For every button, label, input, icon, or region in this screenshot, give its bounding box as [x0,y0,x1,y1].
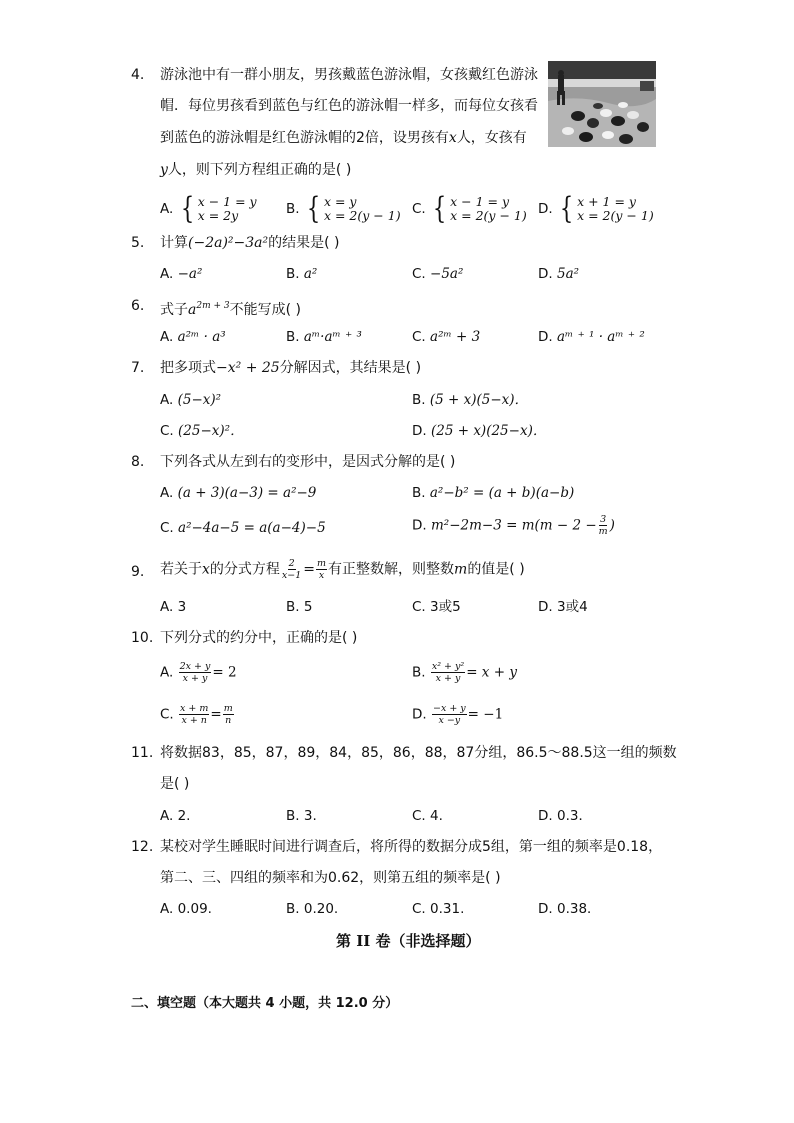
q8-a-text: (a + 3)(a−3) = a²−9 [177,485,317,501]
q6-stem [160,296,301,320]
q7-b-label: B. [412,392,426,408]
q10-c-den: x + n [181,715,207,726]
q4-option-a[interactable]: A. { x − 1 = y x = 2y [160,191,257,226]
q4-option-a-label: A. [160,201,174,217]
q10-stem: 下列分式的约分中，正确的是( ) [160,630,358,646]
q11-d-label: D. [538,808,553,824]
q6-a-label: A. [160,329,174,345]
q10-option-d[interactable] [412,703,503,726]
q4-var-x: x [448,130,457,146]
q11-line2: 是( ) [160,776,190,792]
q7-pre: 把多项式 [160,360,216,376]
q8-stem: 下列各式从左到右的变形中，是因式分解的是( ) [160,454,456,470]
q4-option-c-label: C. [412,201,426,217]
q9-option-a[interactable] [160,597,186,617]
q12-number: 12. [131,839,154,855]
q4-line4-b: 人，则下列方程组正确的是( ) [167,162,352,178]
q10-c-num: x + m [180,703,209,714]
q6-pre: 式子 [160,302,188,318]
q10-c-rnum: m [223,703,233,714]
q12-d-label: D. [538,901,553,917]
q6-d-text: aᵐ ⁺ ¹ · aᵐ ⁺ ² [556,329,645,345]
q4-option-d-label: D. [538,201,553,217]
q7-d-label: D. [412,423,427,439]
q8-d-close: ) [609,517,615,534]
swimming-pool-image [548,61,656,147]
q10-option-b[interactable] [412,661,517,684]
q11-option-c[interactable] [412,806,443,826]
q12-a-text: 0.09. [177,901,212,917]
q9-frac1-den: x−1 [281,570,302,581]
q4-line3-b: 人，女孩有 [456,130,527,146]
q7-number: 7. [131,360,145,376]
part-two-title: 第 II 卷（非选择题） [336,932,481,950]
q8-c-label: C. [160,520,174,536]
q9-stem [160,558,525,581]
q11-number: 11. [131,745,154,761]
q5-a-label: A. [160,266,174,282]
q5-option-d[interactable] [538,264,579,284]
q8-d-frac-num: 3 [600,514,607,525]
q9-frac2-den: x [318,570,325,581]
q7-post: 分解因式，其结果是( ) [279,360,422,376]
q5-option-a[interactable] [160,264,202,284]
q4-option-b[interactable]: B. { x = y x = 2(y − 1) [286,191,401,226]
q10-option-a[interactable] [160,661,237,684]
q5-c-label: C. [412,266,426,282]
q4-line4 [160,160,351,180]
q9-b-text: 5 [303,599,313,615]
q9-d-text: 3或4 [556,599,588,615]
q6-option-b[interactable] [286,327,362,347]
q11-c-label: C. [412,808,426,824]
q4-d-eq1: x + 1 = y [577,194,636,209]
q10-d-num: −x + y [432,703,466,714]
q9-a-text: 3 [177,599,187,615]
q4-a-eq2: x = 2y [197,208,239,223]
q6-exp: 2m + 3 [196,301,230,311]
q8-option-c[interactable] [160,518,326,538]
q8-a-label: A. [160,485,174,501]
q10-number: 10. [131,630,154,646]
q12-c-text: 0.31. [430,901,465,917]
q12-option-a[interactable] [160,899,212,919]
q12-b-label: B. [286,901,300,917]
q6-number: 6. [131,298,145,314]
q7-option-c[interactable] [160,421,244,441]
q10-b-label: B. [412,664,426,681]
q7-expr: −x² + 25 [216,360,280,376]
q9-c-text: 3或5 [430,599,461,615]
q6-b-text: aᵐ·aᵐ ⁺ ³ [303,329,362,345]
q12-option-b[interactable] [286,899,338,919]
q10-b-rhs: = x + y [466,664,517,681]
q12-b-text: 0.20. [303,901,339,917]
q11-a-text: 2. [177,808,191,824]
q4-number: 4. [131,67,145,83]
q10-d-rhs: = −1 [467,706,504,723]
q4-c-eq2: x = 2(y − 1) [450,208,527,223]
q6-a-text: a²ᵐ · a³ [177,329,226,345]
q5-stem [160,233,340,253]
q5-b-label: B. [286,266,300,282]
q6-d-label: D. [538,329,553,345]
q4-d-eq2: x = 2(y − 1) [577,208,654,223]
q8-option-d[interactable] [412,514,615,537]
q4-b-eq1: x = y [323,194,357,209]
q4-b-eq2: x = 2(y − 1) [323,208,401,223]
q9-eq: = [303,561,316,578]
q7-c-text: (25−x)²． [178,423,244,439]
q7-a-label: A. [160,392,174,408]
q10-c-rden: n [225,715,232,726]
q5-d-label: D. [538,266,553,282]
q10-d-label: D. [412,706,427,723]
q11-line1: 将数据83，85，87，89，84，85，86，88，87分组，86.5～88.5这一组的频数 [160,745,677,761]
q5-b-text: a² [303,266,318,282]
q7-d-text: (25 + x)(25−x)． [430,423,547,439]
q9-option-c[interactable] [412,597,461,617]
q10-c-label: C. [160,706,174,723]
q10-b-num: x² + y² [431,661,465,672]
q9-mid2: 有正整数解，则整数 [328,561,455,578]
q12-d-text: 0.38． [556,901,601,917]
q11-a-label: A. [160,808,174,824]
q12-line1: 某校对学生睡眠时间进行调查后，将所得的数据分成5组，第一组的频率是0.18， [160,839,663,855]
q4-var-y: y [160,162,168,178]
q11-option-a[interactable] [160,806,190,826]
q5-pre: 计算 [160,235,188,251]
q8-number: 8. [131,454,145,470]
q9-frac1-num: 2 [288,558,295,569]
q12-c-label: C. [412,901,426,917]
q6-option-c[interactable] [412,327,480,347]
q9-var-m: m [454,561,468,578]
q8-option-b[interactable] [412,483,574,503]
q5-post: 的结果是( ) [268,235,340,251]
swimming-pool-photo [548,61,656,147]
q12-option-d[interactable] [538,899,601,919]
q4-line3 [160,128,527,148]
q7-option-d[interactable] [412,421,546,441]
q6-option-a[interactable] [160,327,226,347]
q6-option-d[interactable] [538,327,645,347]
q9-number: 9. [131,564,145,580]
q7-a-text: (5−x)² [177,392,222,408]
q12-a-label: A. [160,901,174,917]
fill-blank-heading: 二、填空题（本大题共 4 小题，共 12.0 分） [131,996,399,1011]
q9-pre: 若关于 [160,561,202,578]
q9-frac2-num: m [317,558,327,569]
q6-b-label: B. [286,329,300,345]
q4-option-c[interactable]: C. { x − 1 = y x = 2(y − 1) [412,191,527,226]
q5-option-c[interactable] [412,264,463,284]
q6-post: 不能写成( ) [229,302,301,318]
q5-expr: (−2a)²−3a² [188,235,269,251]
q8-d-frac-den: m [598,526,608,537]
q5-c-text: −5a² [430,266,464,282]
q5-number: 5. [131,235,145,251]
q11-option-d[interactable] [538,806,592,826]
q10-a-label: A. [160,664,174,681]
q7-option-b[interactable] [412,390,528,410]
q8-b-text: a²−b² = (a + b)(a−b) [429,485,575,501]
q9-a-label: A. [160,599,174,615]
q8-option-a[interactable] [160,483,316,503]
q11-option-b[interactable] [286,806,317,826]
q6-c-text: a²ᵐ + 3 [430,329,481,345]
q6-c-label: C. [412,329,426,345]
q7-stem [160,358,421,378]
q9-c-label: C. [412,599,426,615]
q10-c-rhs: = [210,706,222,723]
q8-d-text: m²−2m−3 = m(m − 2 − [430,517,597,534]
q7-option-a[interactable] [160,390,221,410]
q10-a-den: x + y [182,673,208,684]
q5-a-text: −a² [177,266,203,282]
q4-a-eq1: x − 1 = y [197,194,257,209]
q11-d-text: 0.3． [556,808,592,824]
q9-option-b[interactable] [286,597,312,617]
q11-c-text: 4. [430,808,443,824]
q4-option-b-label: B. [286,201,300,217]
q9-post: 的值是( ) [467,561,525,578]
q12-line2: 第二、三、四组的频率和为0.62，则第五组的频率是( ) [160,870,501,886]
q10-a-num: 2x + y [179,661,211,672]
q8-b-label: B. [412,485,426,501]
q10-a-rhs: = 2 [212,664,237,681]
q10-b-den: x + y [435,673,461,684]
q7-c-label: C. [160,423,174,439]
q9-mid: 的分式方程 [209,561,280,578]
q7-b-text: (5 + x)(5−x)． [429,392,529,408]
q5-d-text: 5a² [556,266,580,282]
q11-b-text: 3. [303,808,317,824]
q4-line3-a: 到蓝色的游泳帽是红色游泳帽的2倍，设男孩有 [160,130,449,146]
q9-b-label: B. [286,599,300,615]
q9-var-x: x [202,561,210,578]
q8-c-text: a²−4a−5 = a(a−4)−5 [178,520,326,536]
q5-option-b[interactable] [286,264,317,284]
q4-c-eq1: x − 1 = y [450,194,510,209]
q8-d-label: D. [412,517,427,534]
q6-base: a [188,302,197,318]
q9-d-label: D. [538,599,553,615]
q12-option-c[interactable] [412,899,464,919]
q10-d-den: x −y [438,715,461,726]
q4-line2: 帽．每位男孩看到蓝色与红色的游泳帽一样多，而每位女孩看 [160,98,538,114]
q4-line1: 游泳池中有一群小朋友，男孩戴蓝色游泳帽，女孩戴红色游泳 [160,67,538,83]
q4-option-d[interactable]: D. { x + 1 = y x = 2(y − 1) [538,191,654,226]
q11-b-label: B. [286,808,300,824]
q10-option-c[interactable] [160,703,235,726]
q9-option-d[interactable] [538,597,588,617]
